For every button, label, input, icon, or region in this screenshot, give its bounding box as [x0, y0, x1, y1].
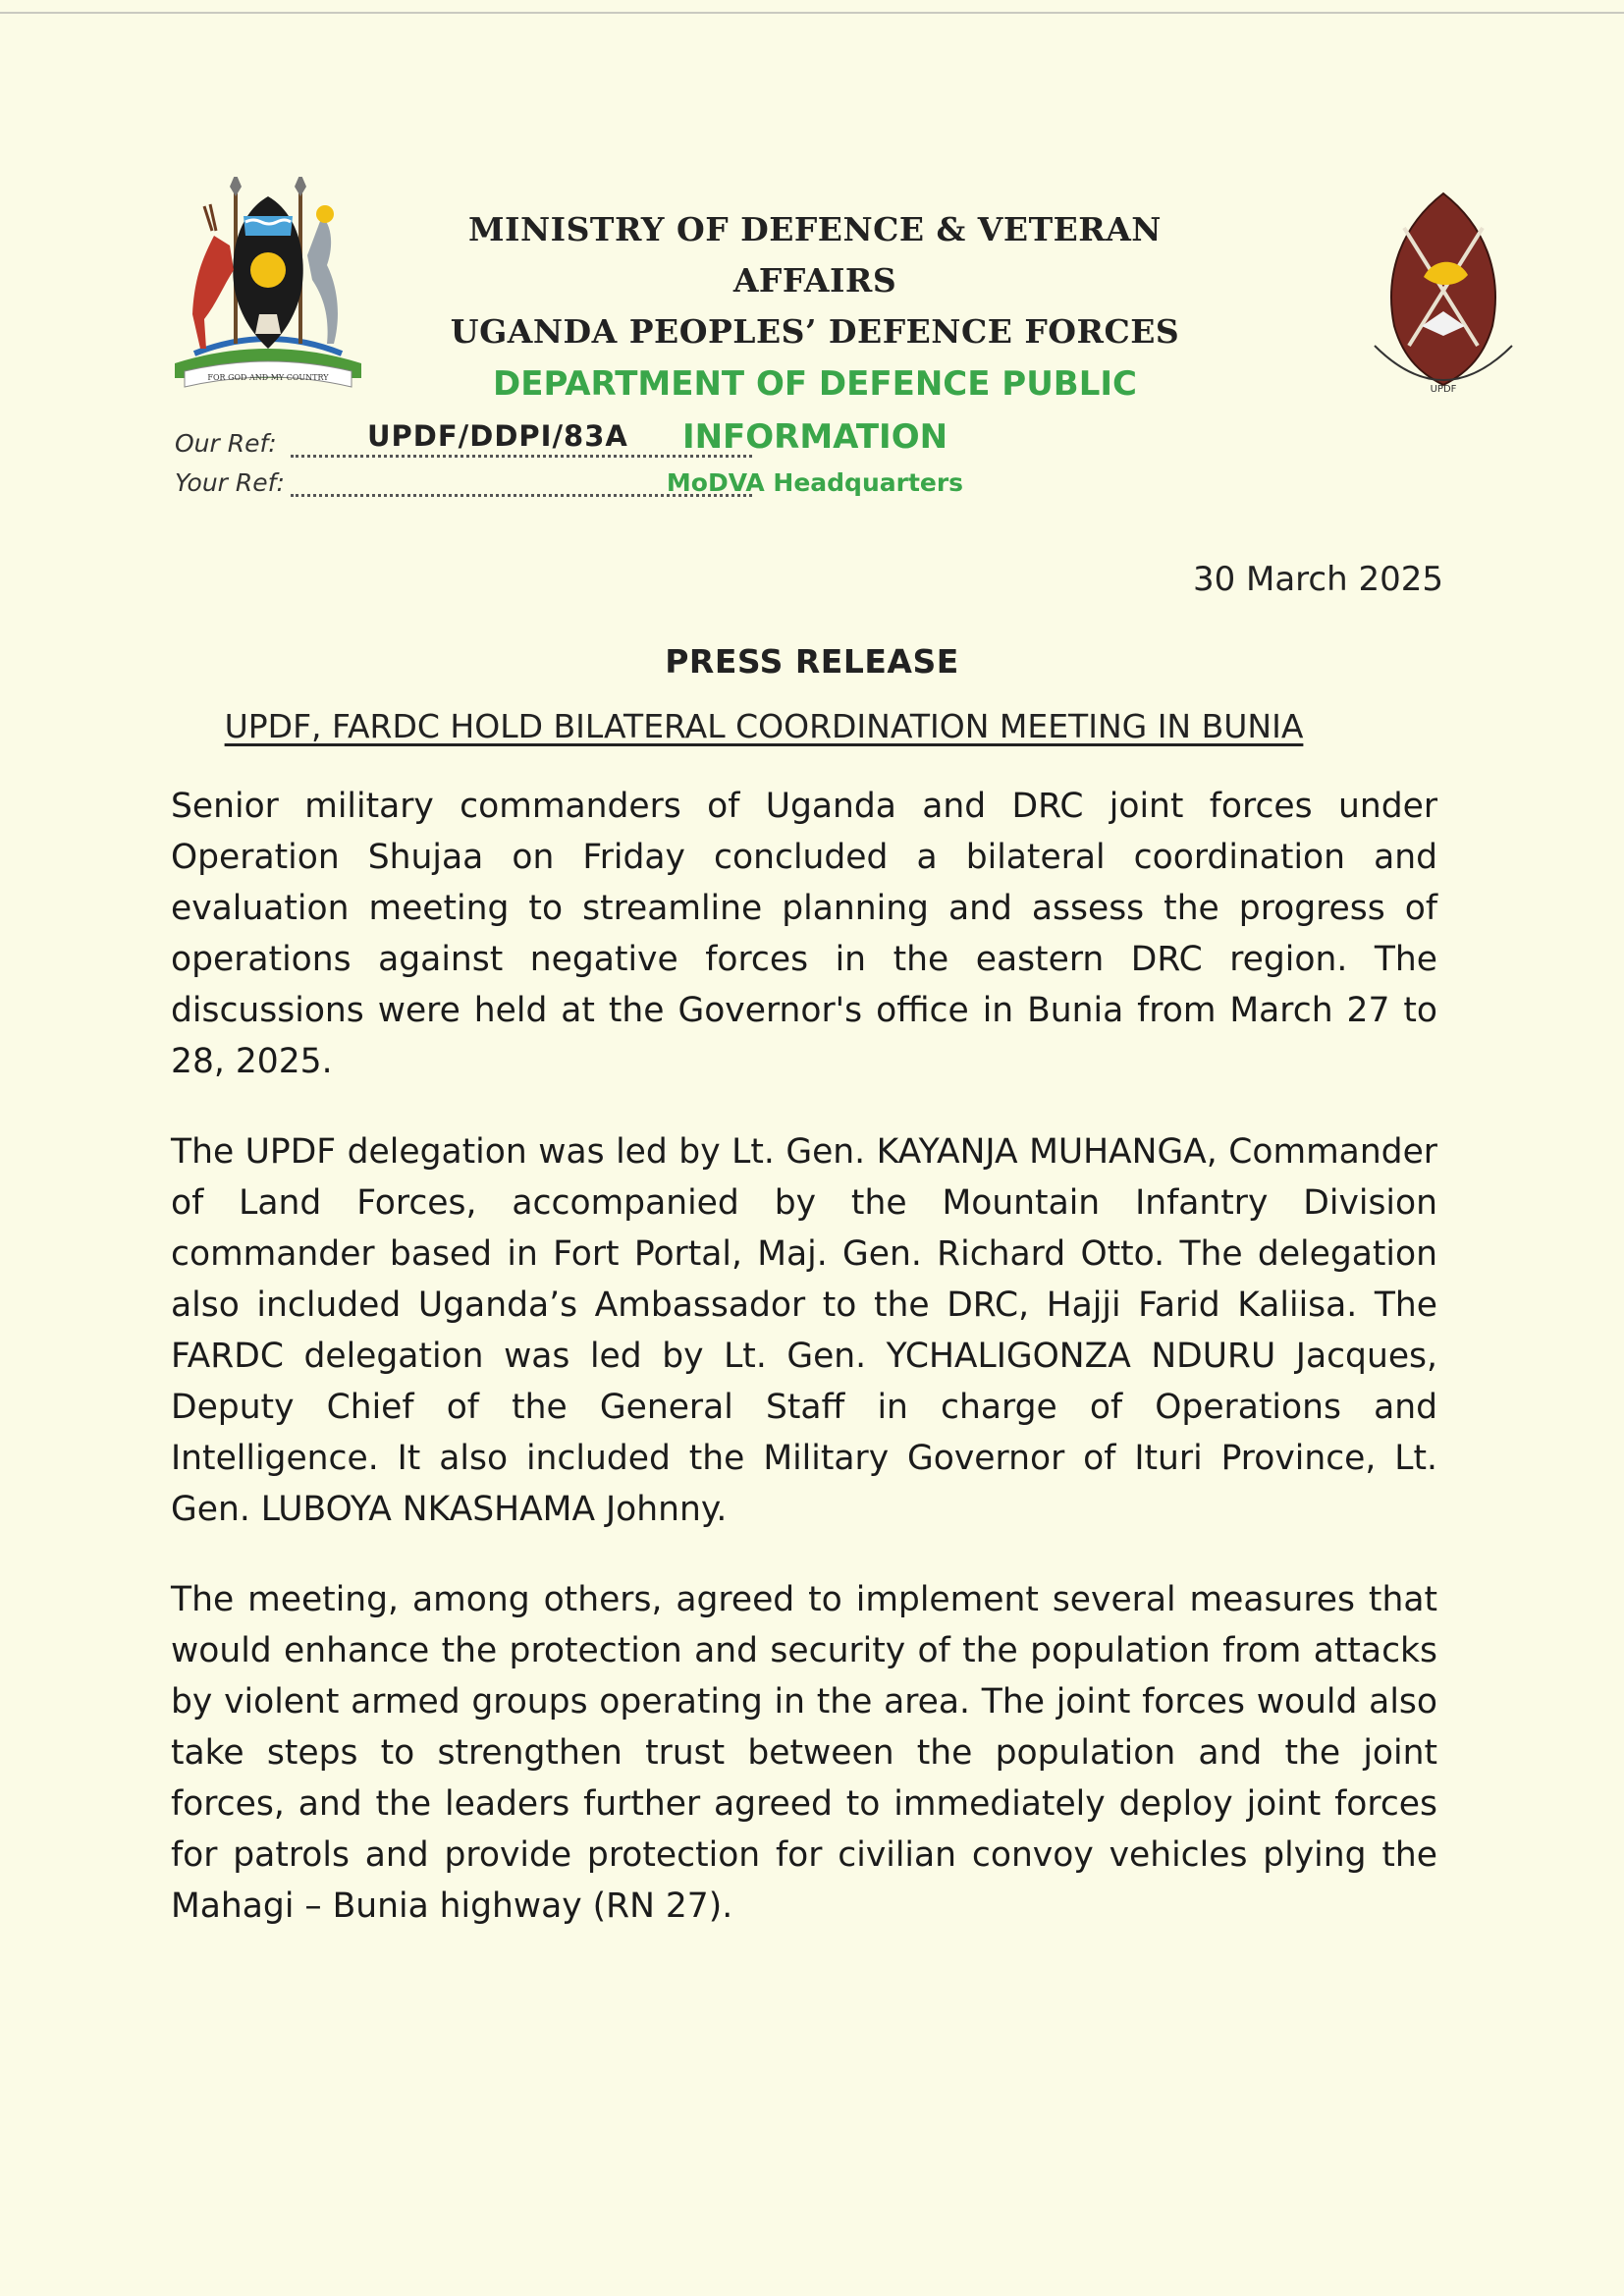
paragraph: The meeting, among others, agreed to implement several measures that would enhance the protection and security of the population from attacks by violent armed groups operating in the area. The joint forces would also take steps to strengthen trust between the population and the joint forces, and the leaders further agreed to immediately deploy joint forces for patrols and provide protection for civilian convoy vehicles plying the Mahagi – Bunia highway (RN 27).: [171, 1580, 1437, 1926]
our-ref-value: UPDF/DDPI/83A: [367, 419, 628, 453]
our-ref-label: Our Ref:: [175, 429, 277, 458]
press-release-body: [171, 781, 1437, 1971]
press-release-subject: UPDF, FARDC HOLD BILATERAL COORDINATION MEETING IN BUNIA: [224, 707, 1304, 745]
paragraph: The UPDF delegation was led by Lt. Gen. KAYANJA MUHANGA, Commander of Land Forces, accompanied by the Mountain Infantry Division commander based in Fort Portal, Maj. Gen. Richard Otto. The delegation also included Uganda’s Ambassador to the DRC, Hajji Farid Kaliisa. The FARDC delegation was led by Lt. Gen. YCHALIGONZA NDURU Jacques, Deputy Chief of the General Staff in charge of Operations and Intelligence. It also included the Military Governor of Ituri Province, Lt. Gen. LUBOYA NKASHAMA Johnny.: [171, 1132, 1437, 1529]
crest-text: UPDF: [1430, 384, 1457, 395]
document-date: 30 March 2025: [1192, 560, 1443, 599]
our-ref-field: [291, 419, 752, 458]
reference-block: [175, 418, 752, 497]
your-ref-label: Your Ref:: [175, 468, 285, 497]
your-ref-field: [291, 465, 752, 497]
department-name: DEPARTMENT OF DEFENCE PUBLIC INFORMATION: [493, 364, 1137, 457]
uganda-coat-of-arms-icon: [165, 177, 371, 393]
ministry-name: MINISTRY OF DEFENCE & VETERAN AFFAIRS: [468, 210, 1162, 300]
headquarters-name: MoDVA Headquarters: [666, 468, 964, 497]
updf-crest-icon: [1365, 189, 1522, 400]
your-ref-row: [175, 458, 752, 497]
coat-motto-text: FOR GOD AND MY COUNTRY: [207, 373, 329, 382]
press-release-title: PRESS RELEASE: [665, 642, 959, 681]
paragraph: Senior military commanders of Uganda and DRC joint forces under Operation Shujaa on Friday concluded a bilateral coordination and evaluation meeting to streamline planning and assess the progress of operations against negative forces in the eastern DRC region. The discussions were held at the Governor's office in Bunia from March 27 to 28, 2025.: [171, 787, 1437, 1081]
forces-name: UGANDA PEOPLES’ DEFENCE FORCES: [450, 312, 1180, 351]
scan-edge-line: [0, 12, 1624, 14]
our-ref-row: [175, 418, 752, 458]
